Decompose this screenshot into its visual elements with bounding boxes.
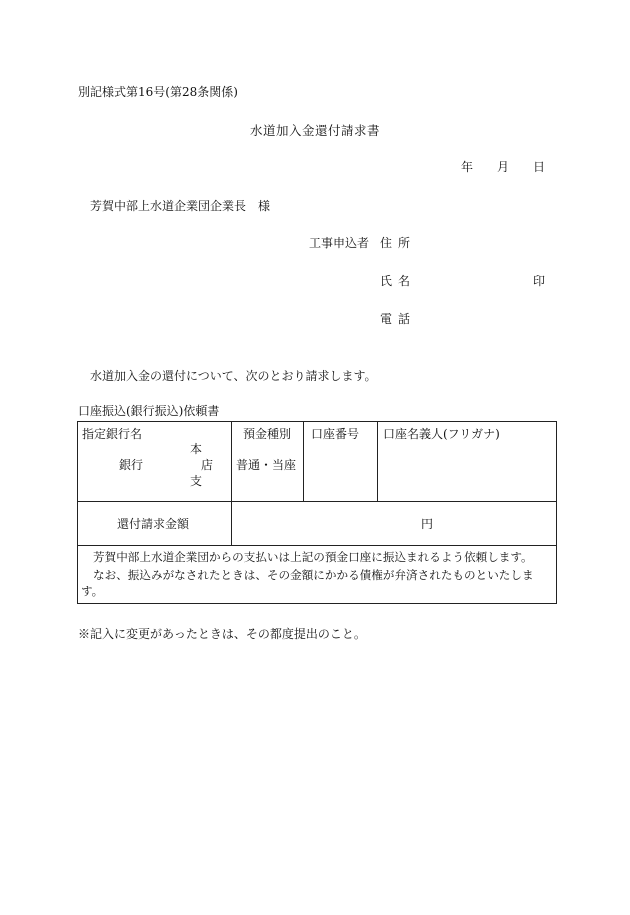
deposit-type-header: 預金種別	[243, 427, 292, 441]
refund-amount-label: 還付請求金額	[117, 517, 190, 531]
col-divider-2	[303, 421, 304, 501]
bank-name-header: 指定銀行名	[82, 427, 143, 441]
row-divider-1	[77, 501, 557, 502]
branch-store-suffix: 店	[201, 458, 214, 472]
account-holder-header: 口座名義人(フリガナ)	[383, 427, 500, 441]
col-divider-3	[377, 421, 378, 501]
address-label: 住所	[380, 236, 417, 250]
table-border-bottom	[77, 603, 557, 604]
table-border-left	[77, 421, 78, 604]
bank-suffix: 銀行	[119, 458, 144, 472]
date-year-label: 年	[461, 160, 474, 174]
date-day-label: 日	[533, 160, 546, 174]
date-month-label: 月	[497, 160, 510, 174]
debt-settlement-statement-end: す。	[81, 584, 104, 598]
transfer-section-title: 口座振込(銀行振込)依頼書	[78, 404, 220, 418]
row-divider-2	[77, 545, 557, 546]
debt-settlement-statement: なお、振込みがなされたときは、その金額にかかる債権が弁済されたものといたしま	[93, 568, 534, 582]
col-divider-1	[231, 421, 232, 545]
branch-sub-option: 支	[190, 474, 203, 488]
table-border-top	[77, 421, 557, 422]
document-title: 水道加入金還付請求書	[249, 123, 380, 138]
addressee: 芳賀中部上水道企業団企業長 様	[90, 199, 271, 213]
transfer-request-statement: 芳賀中部上水道企業団からの支払いは上記の預金口座に振込まれるよう依頼します。	[93, 550, 533, 564]
bank-transfer-table	[77, 421, 557, 604]
account-number-header: 口座番号	[311, 427, 360, 441]
branch-main-option: 本	[190, 442, 203, 456]
seal-mark: 印	[533, 274, 546, 288]
amount-unit: 円	[421, 517, 434, 531]
deposit-type-options: 普通・当座	[236, 458, 297, 472]
phone-label: 電話	[380, 312, 417, 326]
request-statement: 水道加入金の還付について、次のとおり請求します。	[90, 369, 377, 383]
footer-note: ※記入に変更があったときは、その都度提出のこと。	[78, 627, 366, 641]
form-number: 別記様式第16号(第28条関係)	[78, 85, 238, 99]
name-label: 氏名	[380, 274, 417, 288]
table-border-right	[556, 421, 557, 604]
applicant-role-label: 工事申込者	[309, 236, 370, 250]
